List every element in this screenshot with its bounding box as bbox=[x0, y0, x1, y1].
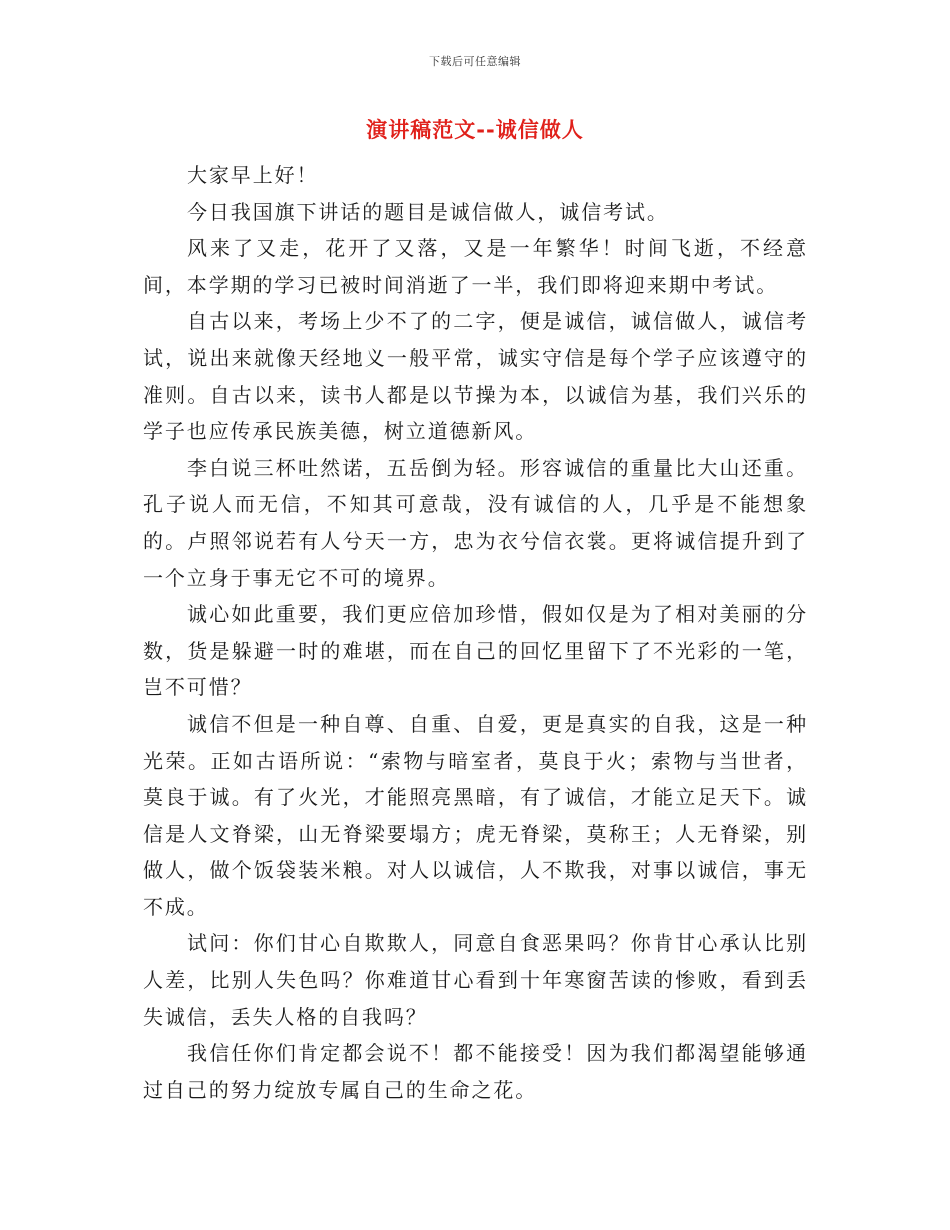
paragraph-conclusion: 我信任你们肯定都会说不！都不能接受！因为我们都渴望能够通过自己的努力绽放专属自己的生命之花。 bbox=[143, 1041, 808, 1102]
paragraph-honor: 诚信不但是一种自尊、自重、自爱，更是真实的自我，这是一种光荣。正如古语所说：“索物与暗室者，莫良于火；索物与当世者，莫良于诚。有了火光，才能照亮黑暗，有了诚信，才能立足天下。诚信是人文脊梁，山无脊梁要塌方；虎无脊梁，莫称王；人无脊梁，别做人，做个饭袋装米粮。对人以诚信，人不欺我，对事以诚信，事无不成。 bbox=[143, 711, 808, 919]
paragraph-exam-integrity: 自古以来，考场上少不了的二字，便是诚信，诚信做人，诚信考试，说出来就像天经地义一般平常，诚实守信是每个学子应该遵守的准则。自古以来，读书人都是以节操为本，以诚信为基，我们兴乐的学子也应传承民族美德，树立道德新风。 bbox=[143, 309, 808, 444]
paragraph-time: 风来了又走，花开了又落，又是一年繁华！时间飞逝，不经意间，本学期的学习已被时间消逝了一半，我们即将迎来期中考试。 bbox=[143, 236, 808, 297]
document-body bbox=[143, 157, 808, 1108]
paragraph-cherish: 诚心如此重要，我们更应倍加珍惜，假如仅是为了相对美丽的分数，货是躲避一时的难堪，而在自己的回忆里留下了不光彩的一笔，岂不可惜？ bbox=[143, 602, 808, 700]
paragraph-topic: 今日我国旗下讲话的题目是诚信做人，诚信考试。 bbox=[187, 199, 669, 224]
paragraph-ancient-quotes: 李白说三杯吐然诺，五岳倒为轻。形容诚信的重量比大山还重。孔子说人而无信，不知其可意哉，没有诚信的人，几乎是不能想象的。卢照邻说若有人兮天一方，忠为衣兮信衣裳。更将诚信提升到了一个立身于事无它不可的境界。 bbox=[143, 455, 808, 590]
paragraph-questions: 试问：你们甘心自欺欺人，同意自食恶果吗？你肯甘心承认比别人差，比别人失色吗？你难道甘心看到十年寒窗苦读的惨败，看到丢失诚信，丢失人格的自我吗？ bbox=[143, 931, 808, 1029]
document-title: 演讲稿范文--诚信做人 bbox=[366, 118, 584, 142]
page-header-note: 下载后可任意编辑 bbox=[429, 55, 521, 68]
paragraph-greeting: 大家早上好！ bbox=[187, 163, 319, 187]
